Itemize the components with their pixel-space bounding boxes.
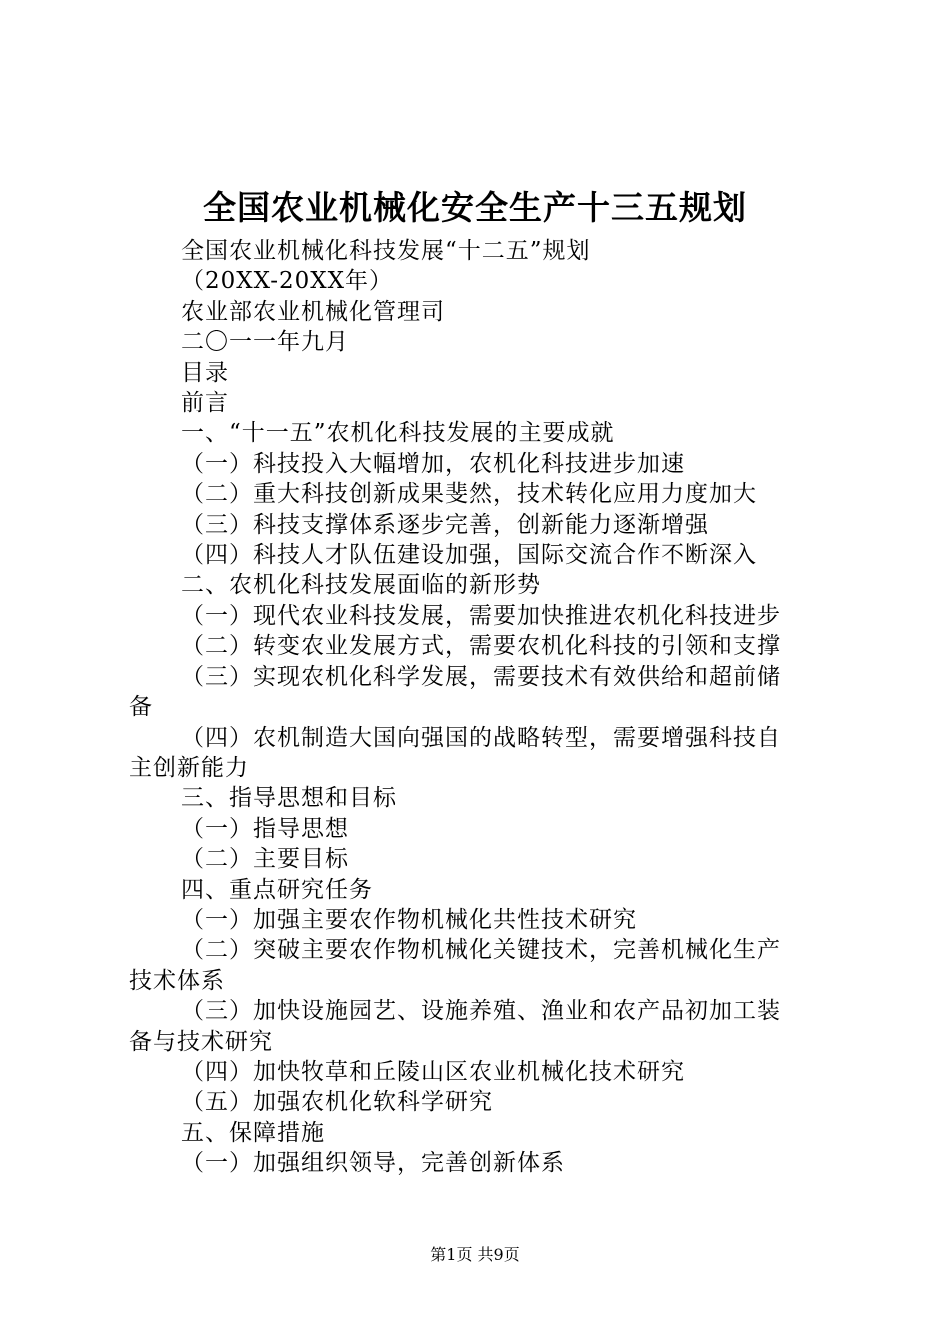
text-line: 三、指导思想和目标 — [181, 785, 397, 812]
text-line: （三）科技支撑体系逐步完善，创新能力逐渐增强 — [181, 511, 709, 538]
text-line: 二、农机化科技发展面临的新形势 — [181, 572, 541, 599]
document-body — [129, 236, 831, 1179]
text-line: （二）转变农业发展方式，需要农机化科技的引领和支撑 — [181, 633, 781, 660]
text-line: （一）指导思想 — [181, 815, 349, 842]
text-line: 目录 — [181, 359, 229, 386]
text-line: （四）科技人才队伍建设加强，国际交流合作不断深入 — [181, 542, 757, 569]
text-line: 备与技术研究 — [129, 1028, 273, 1055]
text-line: 技术体系 — [129, 967, 225, 994]
text-line: （一）加强组织领导，完善创新体系 — [181, 1150, 565, 1177]
text-line: （一）现代农业科技发展，需要加快推进农机化科技进步 — [181, 602, 781, 629]
text-line: 备 — [129, 694, 153, 721]
text-line: （四）加快牧草和丘陵山区农业机械化技术研究 — [181, 1058, 685, 1085]
text-line: （二）重大科技创新成果斐然，技术转化应用力度加大 — [181, 481, 757, 508]
text-line: 五、保障措施 — [181, 1119, 325, 1146]
text-line: （二）突破主要农作物机械化关键技术，完善机械化生产 — [181, 937, 781, 964]
text-line: （三）加快设施园艺、设施养殖、渔业和农产品初加工装 — [181, 998, 781, 1025]
text-line: （一）科技投入大幅增加，农机化科技进步加速 — [181, 450, 685, 477]
text-line: 四、重点研究任务 — [181, 876, 373, 903]
page-number-footer: 第1页 共9页 — [430, 1245, 520, 1264]
text-line: （一）加强主要农作物机械化共性技术研究 — [181, 906, 637, 933]
text-line: （二）主要目标 — [181, 846, 349, 873]
text-line: 一、“十一五”农机化科技发展的主要成就 — [181, 420, 615, 447]
text-line: 全国农业机械化科技发展“十二五”规划 — [181, 238, 591, 264]
text-line: （三）实现农机化科学发展，需要技术有效供给和超前储 — [181, 663, 781, 690]
text-line: 农业部农业机械化管理司 — [181, 298, 445, 325]
page-title: 全国农业机械化安全生产十三五规划 — [203, 188, 747, 227]
text-line: 二〇一一年九月 — [181, 329, 349, 356]
text-line: （20XX-20XX年） — [181, 268, 393, 295]
text-line: （四）农机制造大国向强国的战略转型，需要增强科技自 — [181, 724, 781, 751]
text-line: （五）加强农机化软科学研究 — [181, 1089, 493, 1116]
text-line: 主创新能力 — [129, 754, 249, 781]
text-line: 前言 — [181, 390, 229, 417]
